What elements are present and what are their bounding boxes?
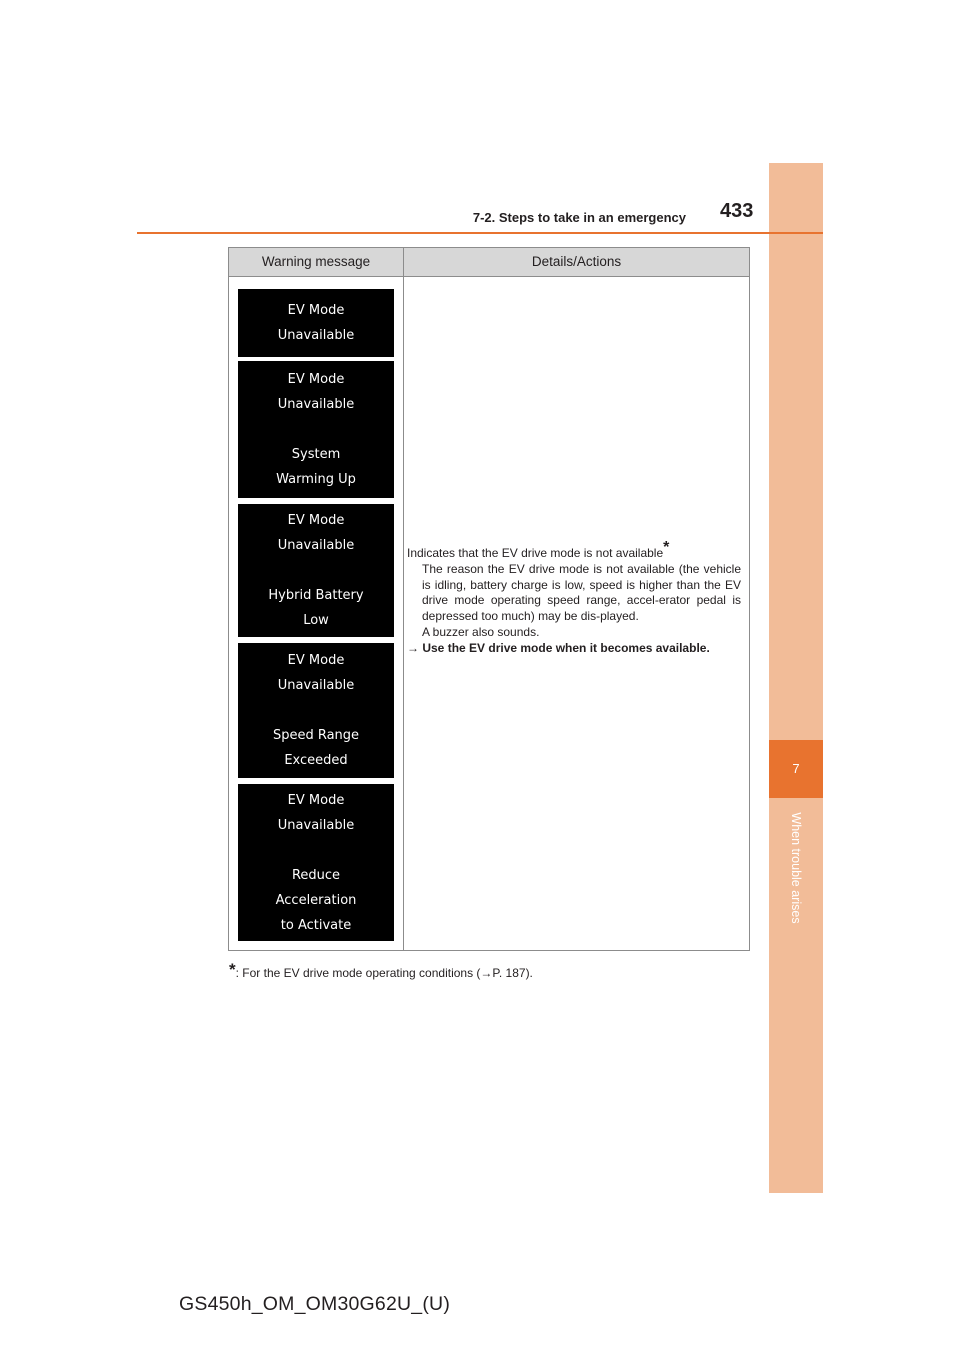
table-header-row [229,248,749,277]
warning-screen-hybrid-battery-low [238,504,394,637]
screen-line: Unavailable [277,397,355,412]
screen-line: Warming Up [276,472,356,487]
chapter-number-box [769,740,823,798]
warning-screen-system-warming-up [238,361,394,498]
document-code: GS450h_OM_OM30G62U_(U) [179,1293,451,1315]
chapter-side-tab [769,163,823,1193]
warning-message-table [228,247,750,951]
warning-screen-speed-range-exceeded [238,643,394,778]
arrow-icon: → [407,640,419,655]
details-buzzer: A buzzer also sounds. [422,624,540,639]
details-action [407,641,741,657]
column-header-details-actions: Details/Actions [531,254,622,269]
screen-line: to Activate [280,917,352,933]
screen-line: Unavailable [277,678,355,693]
section-title: 7-2. Steps to take in an emergency [472,210,686,225]
screen-line: Exceeded [284,753,348,768]
screen-line: Unavailable [277,538,355,553]
screen-line: EV Mode [287,653,345,668]
footnote-star: * [229,960,236,979]
footnote-text: : For the EV drive mode operating conditions (→P. 187). [235,966,533,980]
screen-line: Low [303,613,329,628]
column-divider [403,248,404,950]
screen-line: Unavailable [277,328,355,343]
screen-line: Acceleration [275,892,357,908]
page-number: 433 [720,200,754,222]
details-actions-cell [407,539,741,657]
screen-line: EV Mode [287,513,345,528]
warning-screen-ev-mode-unavailable [238,289,394,357]
header-rule [137,232,823,234]
screen-line: EV Mode [287,303,345,318]
screen-line: Reduce [291,867,341,883]
chapter-number: 7 [792,761,800,776]
column-header-warning-message: Warning message [261,254,371,269]
screen-line: System [291,447,341,462]
screen-line: Speed Range [272,728,360,743]
screen-line: Hybrid Battery [268,588,364,603]
screen-line: EV Mode [287,792,345,808]
details-reason: The reason the EV drive mode is not available (the vehicle is idling, battery charge is low, speed is higher than the EV drive mode operating speed range, accel-erator pedal is depressed too much) may be dis-played. [422,561,741,624]
chapter-title: When trouble arises [789,812,803,924]
warning-screen-reduce-acceleration [238,784,394,941]
details-intro: Indicates that the EV drive mode is not available* [407,539,670,560]
footnote-mark: * [663,539,670,556]
action-text: Use the EV drive mode when it becomes available. [422,640,710,655]
screen-line: Unavailable [277,817,355,833]
screen-line: EV Mode [287,372,345,387]
footnote [229,962,533,982]
